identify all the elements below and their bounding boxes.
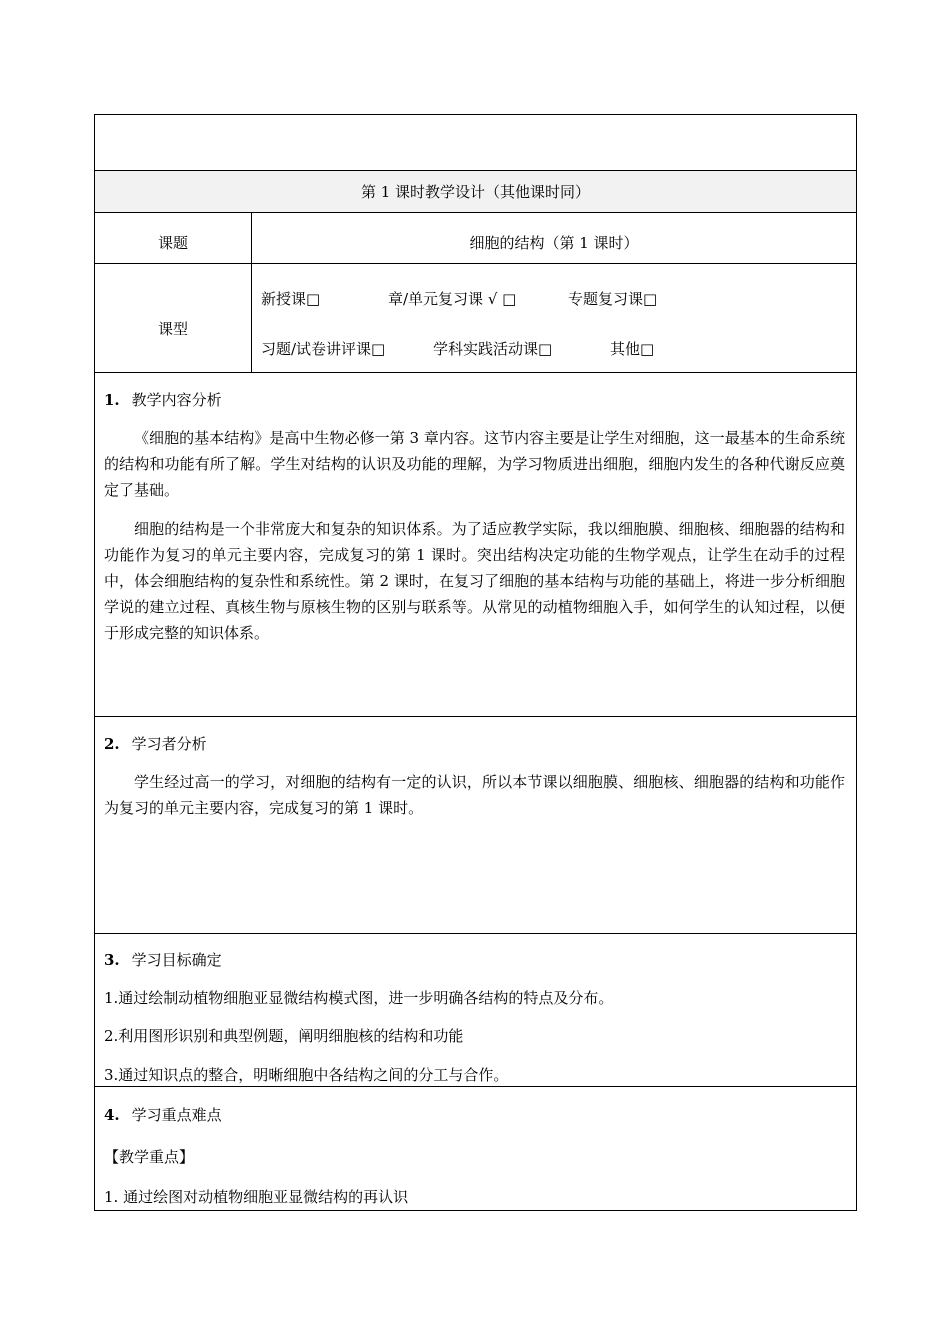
section4-heading xyxy=(104,1108,222,1123)
section2-title: 学习者分析 xyxy=(131,735,207,753)
section2-number: 2. xyxy=(104,735,120,753)
section1-heading xyxy=(104,393,222,408)
section2-heading xyxy=(104,737,207,752)
lesson-type-option-practice: 学科实践活动课□ xyxy=(433,340,553,358)
topic-label: 课题 xyxy=(157,234,188,252)
section4-number: 4. xyxy=(104,1106,120,1124)
row-divider xyxy=(94,933,857,934)
row-divider xyxy=(94,372,857,373)
lesson-type-option-topic-review: 专题复习课□ xyxy=(568,290,658,308)
lesson-plan-table xyxy=(94,114,857,1211)
lesson-type-option-unit-review: 章/单元复习课 √ □ xyxy=(388,290,517,308)
row-divider xyxy=(94,212,857,213)
section3-number: 3. xyxy=(104,951,120,969)
section1-paragraph-1: 《细胞的基本结构》是高中生物必修一第 3 章内容。这节内容主要是让学生对细胞，这一最基本的生命系统的结构和功能有所了解。学生对结构的认识及功能的理解，为学习物质进出细胞，细胞内发生的各种代谢反应奠定了基础。 xyxy=(104,429,845,499)
section3-heading xyxy=(104,953,222,968)
key-point-item-1: 1. 通过绘图对动植物细胞亚显微结构的再认识 xyxy=(104,1188,409,1206)
objective-item-1: 1.通过绘制动植物细胞亚显微结构模式图，进一步明确各结构的特点及分布。 xyxy=(104,989,614,1007)
lesson-type-option-other: 其他□ xyxy=(610,340,655,358)
section1-number: 1. xyxy=(104,391,120,409)
key-points-subheading: 【教学重点】 xyxy=(104,1148,195,1166)
row-divider xyxy=(94,1086,857,1087)
objective-item-2: 2.利用图形识别和典型例题，阐明细胞核的结构和功能 xyxy=(104,1027,464,1045)
row-divider xyxy=(94,716,857,717)
section1-paragraph-2: 细胞的结构是一个非常庞大和复杂的知识体系。为了适应教学实际，我以细胞膜、细胞核、细胞器的结构和功能作为复习的单元主要内容，完成复习的第 1 课时。突出结构决定功能的生物学观点，让学生在动手的过程中，体会细胞结构的复杂性和系统性。第 2 课时，在复习了细胞的基本结构与功能的基础上，将进一步分析细胞学说的建立过程、真核生物与原核生物的区别与联系等。从常见的动植物细胞入手，如何学生的认知过程，以便于形成完整的知识体系。 xyxy=(104,520,845,642)
section2-paragraph-1: 学生经过高一的学习，对细胞的结构有一定的认识，所以本节课以细胞膜、细胞核、细胞器的结构和功能作为复习的单元主要内容，完成复习的第 1 课时。 xyxy=(104,773,845,817)
row-divider xyxy=(94,263,857,264)
lesson-type-option-new: 新授课□ xyxy=(261,290,321,308)
section4-title: 学习重点难点 xyxy=(131,1106,222,1124)
row-divider xyxy=(94,170,857,171)
objective-item-3: 3.通过知识点的整合，明晰细胞中各结构之间的分工与合作。 xyxy=(104,1066,509,1084)
lesson-type-option-exercise-review: 习题/试卷讲评课□ xyxy=(261,340,386,358)
lesson-type-label: 课型 xyxy=(157,320,188,338)
table-title: 第 1 课时教学设计（其他课时同） xyxy=(360,183,591,201)
section1-title: 教学内容分析 xyxy=(131,391,222,409)
section3-title: 学习目标确定 xyxy=(131,951,222,969)
topic-value: 细胞的结构（第 1 课时） xyxy=(469,234,639,252)
